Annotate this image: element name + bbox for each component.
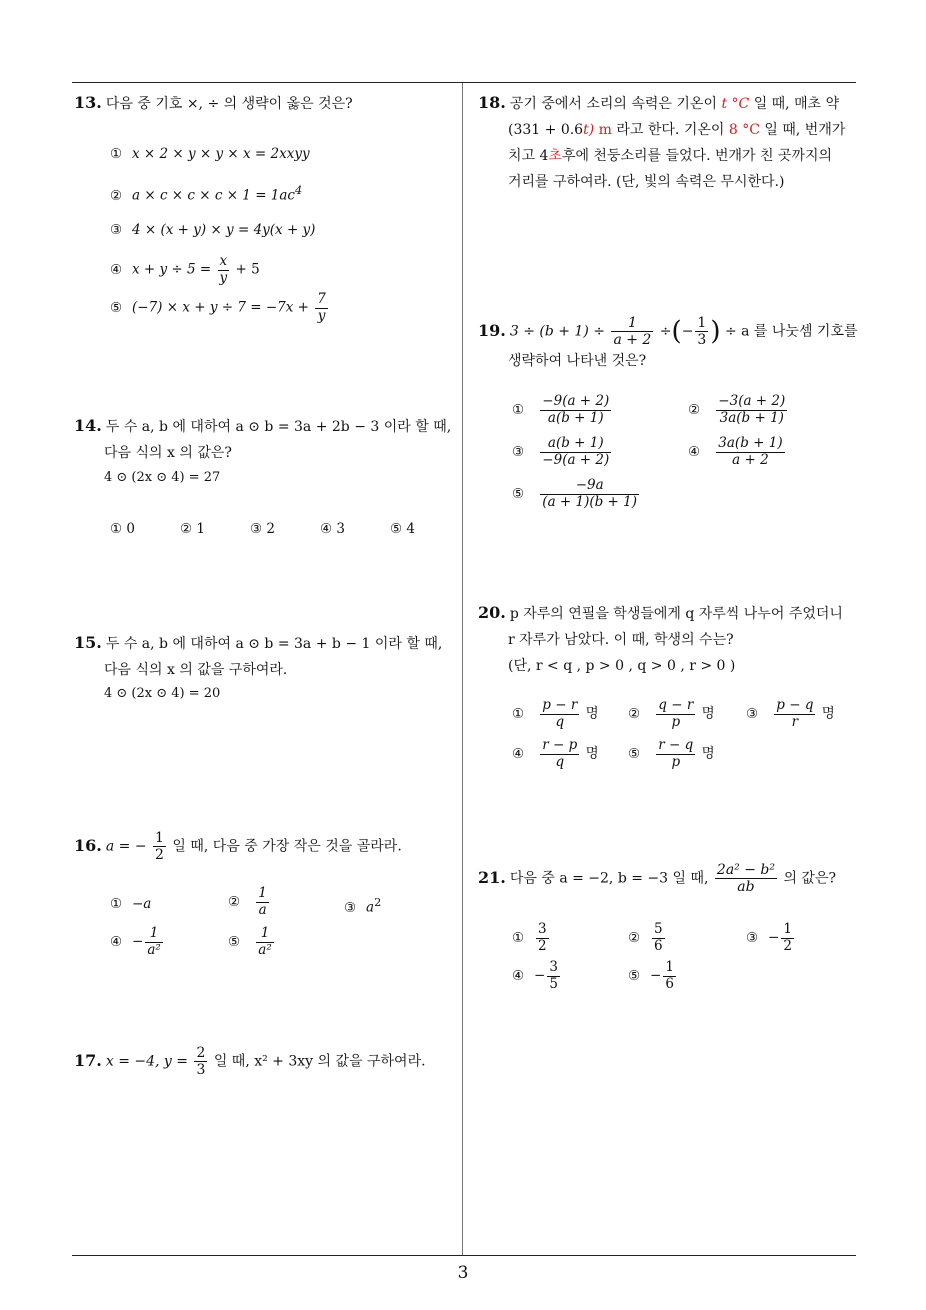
choice-exponent: 4 (295, 184, 303, 197)
problem-18 (478, 90, 863, 195)
fraction: $\frac{-9a}{(a + 1)(b + 1)}$ (542, 477, 638, 510)
fraction: $\frac{3}{2}$ (538, 921, 547, 954)
choice-19-3[interactable] (512, 436, 613, 468)
stem-text-2: 생략하여 나타낸 것은? (508, 353, 647, 370)
choice-number: ③ (512, 443, 525, 460)
stem-temp-t: t °C (721, 96, 750, 112)
choice-number: ② (228, 893, 241, 910)
stem-text: 공기 중에서 소리의 속력은 기온이 (509, 96, 717, 112)
question-number: 19. (478, 320, 506, 340)
question-stem: 다음 중 기호 ×, ÷ 의 생략이 옳은 것은? (105, 96, 353, 112)
choice-20-3[interactable] (746, 698, 835, 730)
choice-number: ③ (344, 899, 357, 916)
question-stem-2: 다음 식의 x 의 값을 구하여라. (104, 662, 288, 678)
choice-exponent: 2 (374, 896, 382, 909)
choice-14-3[interactable]: ③ 2 (250, 521, 275, 537)
question-stem: x = −4, y = (105, 1053, 188, 1070)
fraction: $\frac{r - p}{q}$ (542, 737, 578, 770)
choice-number: ③ (746, 705, 759, 722)
fraction: $\frac{-3(a + 2)}{3a(b + 1)}$ (718, 393, 786, 426)
choice-20-2[interactable] (628, 698, 715, 730)
paren-left: ( (671, 316, 682, 347)
choice-number: ① (512, 705, 525, 722)
unit-label: 명 (701, 745, 715, 762)
fraction: $\frac{a(b + 1)}{-9(a + 2)}$ (542, 435, 610, 468)
question-stem: 두 수 a, b 에 대하여 a ⊙ b = 3a + 2b − 3 이라 할 때, (105, 419, 452, 435)
fraction: $\frac{\text{2a² − b²}}{ab}$ (716, 862, 775, 896)
choice-21-1[interactable] (512, 922, 551, 954)
choice-number: ⑤ (628, 967, 641, 984)
choice-number: ⑤ (512, 485, 525, 502)
stem-text: 3 ÷ (b + 1) ÷ (509, 323, 605, 340)
stem-text-rest: 의 값은? (783, 870, 836, 887)
choice-20-1[interactable] (512, 698, 599, 730)
choice-14-1[interactable]: ① 0 (110, 521, 135, 537)
stem-text: 일 때, 매초 약 (753, 96, 840, 112)
choice-number: ⑤ (110, 299, 123, 316)
choice-sign: − (132, 933, 144, 950)
choice-number: ① (110, 896, 123, 912)
unit-label: 명 (585, 745, 599, 762)
choice-sign: − (650, 967, 662, 984)
choice-number: ⑤ (628, 745, 641, 762)
choice-sign: − (768, 929, 780, 946)
choice-text-rest: + 5 (235, 261, 260, 278)
question-stem-rest: 일 때, x² + 3xy 의 값을 구하여라. (213, 1053, 426, 1070)
fraction: $\frac{1}{6}$ (665, 959, 674, 992)
fraction: $\frac{1}{a}$ (258, 885, 267, 918)
choice-16-3[interactable] (344, 896, 381, 916)
bottom-rule (72, 1255, 856, 1256)
choice-16-2[interactable] (228, 886, 271, 918)
choice-number: ④ (512, 967, 525, 984)
question-number: 14. (74, 416, 102, 435)
choice-number: ③ (746, 929, 759, 946)
stem-unit-sec: 초 (548, 148, 562, 164)
stem-text-2: r 자루가 남았다. 이 때, 학생의 수는? (508, 632, 734, 648)
fraction: $\frac{1}{\text{a²}}$ (147, 925, 161, 958)
choice-21-4[interactable] (512, 960, 562, 992)
fraction: $\frac{1}{2}$ (155, 830, 164, 864)
question-stem-2: 다음 식의 x 의 값은? (104, 445, 232, 461)
choice-text: x + y ÷ 5 = (132, 261, 212, 278)
choice-16-5[interactable] (228, 926, 276, 958)
top-rule (72, 82, 856, 83)
unit-label: 명 (821, 705, 835, 722)
choice-sign: − (534, 967, 546, 984)
problem-17 (74, 1045, 426, 1078)
fraction: $\frac{2}{3}$ (196, 1045, 206, 1079)
fraction: $\frac{1}{a + 2}$ (613, 315, 652, 349)
choice-text: a (366, 899, 375, 916)
expression: 4 ⊙ (2x ⊙ 4) = 20 (104, 686, 221, 701)
choice-number: ① (110, 146, 123, 162)
problem-14 (74, 413, 451, 466)
choice-16-4[interactable] (110, 926, 165, 958)
choice-13-5[interactable] (110, 292, 330, 324)
minus-sign: − (681, 323, 694, 340)
question-stem: 두 수 a, b 에 대하여 a ⊙ b = 3a + b − 1 이라 할 때, (105, 636, 443, 652)
stem-text: p 자루의 연필을 학생들에게 q 자루씩 나누어 주었더니 (509, 606, 843, 622)
choice-number: ④ (512, 745, 525, 762)
choice-14-4[interactable]: ④ 3 (320, 521, 345, 537)
choice-13-2[interactable] (110, 184, 302, 204)
choice-20-4[interactable] (512, 738, 599, 770)
fraction: $\frac{x}{y}$ (219, 253, 228, 286)
choice-number: ② (628, 929, 641, 946)
choice-number: ④ (688, 443, 701, 460)
choice-number: ① (512, 401, 525, 418)
choice-number: ② (688, 401, 701, 418)
question-number: 15. (74, 633, 102, 652)
choice-text: −a (132, 896, 152, 912)
question-stem: a = − (105, 838, 147, 855)
stem-text: 거리를 구하여라. (단, 빛의 속력은 무시한다.) (508, 174, 785, 190)
stem-text: 치고 4 (508, 148, 549, 164)
page-number: 3 (457, 1263, 469, 1283)
fraction: $\frac{7}{y}$ (317, 291, 326, 324)
choice-text: 4 × (x + y) × y = 4y(x + y) (132, 222, 316, 238)
fraction: $\frac{p - q}{r}$ (776, 697, 814, 730)
fraction: $\frac{1}{3}$ (697, 315, 707, 349)
choice-21-3[interactable] (746, 922, 796, 954)
column-divider (462, 83, 463, 1255)
stem-text: 후에 천둥소리를 들었다. 번개가 친 곳까지의 (561, 148, 833, 164)
problem-16 (74, 830, 402, 863)
choice-20-5[interactable] (628, 738, 715, 770)
choice-16-1[interactable] (110, 896, 151, 912)
stem-var-t: t) (583, 122, 595, 138)
stem-text: 라고 한다. 기온이 (616, 122, 725, 138)
choice-14-5[interactable]: ⑤ 4 (390, 521, 415, 537)
fraction: $\frac{q - r}{p}$ (658, 697, 694, 730)
choice-19-5[interactable] (512, 478, 641, 510)
choice-21-5[interactable] (628, 960, 678, 992)
stem-text: 일 때, 번개가 (764, 122, 846, 138)
stem-text: (331 + 0.6 (508, 122, 584, 138)
unit-label: 명 (701, 705, 715, 722)
fraction: $\frac{1}{2}$ (783, 921, 792, 954)
question-number: 17. (74, 1050, 102, 1070)
choice-13-4[interactable] (110, 254, 260, 286)
choice-text: a × c × c × c × 1 = 1ac (132, 187, 295, 204)
stem-temp-8: 8 °C (728, 122, 760, 138)
choice-13-3[interactable] (110, 222, 315, 238)
problem-20 (478, 600, 868, 679)
choice-text: x × 2 × y × y × x = 2xxyy (132, 146, 310, 162)
choice-number: ① (512, 929, 525, 946)
choice-number: ④ (110, 261, 123, 278)
choice-number: ⑤ (228, 933, 241, 950)
divide-sign: ÷ (659, 323, 672, 340)
problem-21 (478, 862, 836, 895)
choice-21-2[interactable] (628, 922, 667, 954)
unit-label: 명 (585, 705, 599, 722)
choice-19-2[interactable] (688, 394, 789, 426)
choice-number: ③ (110, 222, 123, 238)
problem-19 (478, 315, 868, 374)
question-number: 20. (478, 603, 506, 622)
problem-13 (74, 90, 353, 117)
fraction: $\frac{r - q}{p}$ (658, 737, 694, 770)
choice-13-1[interactable] (110, 146, 310, 162)
choice-14-2[interactable]: ② 1 (180, 521, 205, 537)
question-number: 16. (74, 835, 102, 855)
choice-text: (−7) × x + y ÷ 7 = −7x + (132, 299, 309, 316)
question-number: 18. (478, 93, 506, 112)
stem-text: 다음 중 a = −2, b = −3 일 때, (509, 870, 709, 887)
fraction: $\frac{3}{5}$ (549, 959, 558, 992)
choice-19-1[interactable] (512, 394, 613, 426)
question-stem-rest: 일 때, 다음 중 가장 작은 것을 골라라. (172, 838, 402, 855)
fraction: $\frac{5}{6}$ (654, 921, 663, 954)
expression: 4 ⊙ (2x ⊙ 4) = 27 (104, 470, 221, 485)
fraction: $\frac{1}{\text{a²}}$ (258, 925, 272, 958)
question-number: 21. (478, 867, 506, 887)
problem-15 (74, 630, 442, 683)
stem-condition: (단, r < q , p > 0 , q > 0 , r > 0 ) (508, 658, 736, 674)
choice-number: ② (628, 705, 641, 722)
stem-unit-m: m (598, 122, 612, 138)
choice-19-4[interactable] (688, 436, 787, 468)
fraction: $\frac{3a(b + 1)}{a + 2}$ (718, 435, 783, 468)
choice-number: ④ (110, 933, 123, 950)
choice-number: ② (110, 187, 123, 204)
stem-text: ÷ a 를 나눗셈 기호를 (724, 323, 858, 340)
fraction: $\frac{-9(a + 2)}{a(b + 1)}$ (542, 393, 610, 426)
paren-right: ) (710, 316, 721, 347)
fraction: $\frac{p - r}{q}$ (542, 697, 578, 730)
question-number: 13. (74, 93, 102, 112)
